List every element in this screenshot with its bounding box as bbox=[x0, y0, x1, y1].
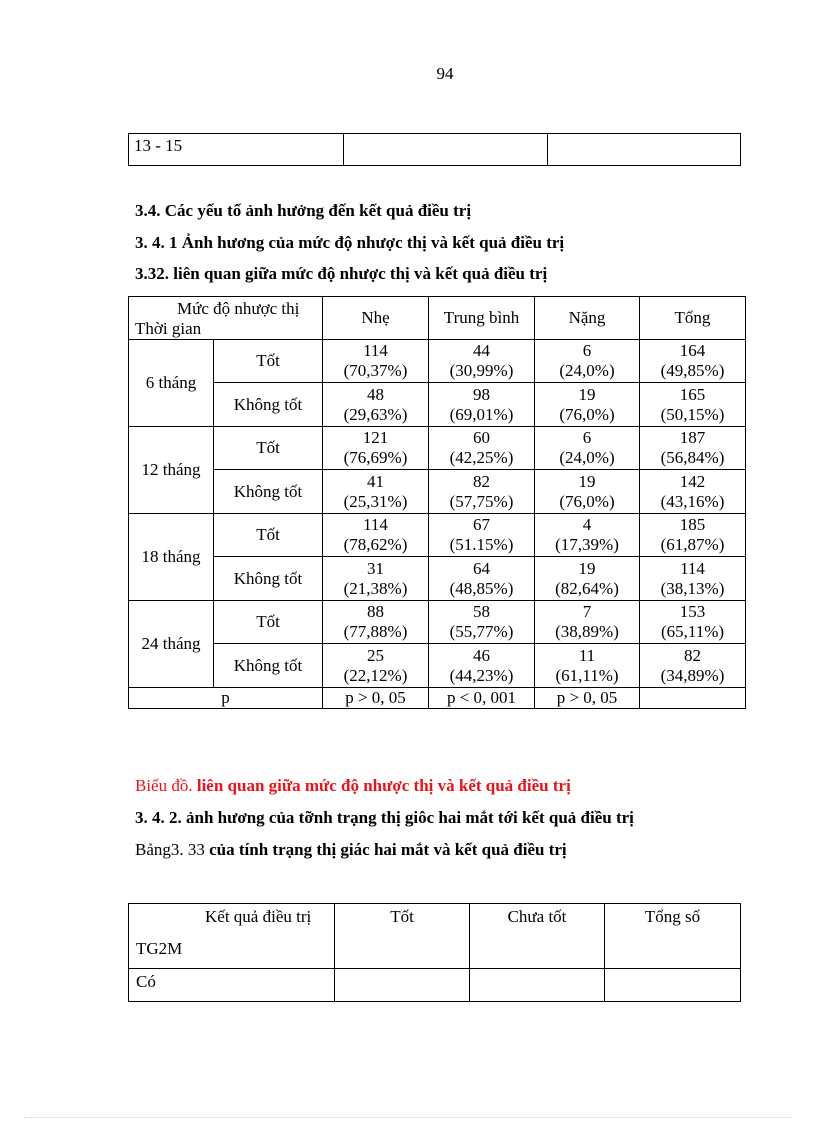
cell-count: 82 bbox=[473, 471, 490, 491]
data-cell bbox=[535, 427, 640, 470]
table2-cell bbox=[335, 969, 470, 1002]
data-cell bbox=[429, 601, 535, 644]
data-cell bbox=[429, 383, 535, 427]
table-row bbox=[129, 427, 746, 470]
table-caption-3-33 bbox=[135, 840, 567, 860]
chart-caption-prefix: Biểu đồ. bbox=[135, 776, 193, 795]
page-number: 94 bbox=[436, 64, 454, 83]
period-cell: 24 tháng bbox=[129, 601, 214, 688]
table-row bbox=[129, 383, 746, 427]
cell-count: 19 bbox=[578, 558, 596, 578]
table-caption-3-32: 3.32. liên quan giữa mức độ nhược thị và kết quả điều trị bbox=[135, 264, 548, 283]
cell-count: 114 bbox=[363, 515, 388, 534]
cell-percent: (48,85%) bbox=[449, 578, 514, 598]
cell-percent: (76,0%) bbox=[559, 404, 615, 424]
top-table-fragment bbox=[128, 133, 741, 166]
cell-percent: (82,64%) bbox=[555, 578, 619, 598]
p-row-label: p bbox=[129, 688, 323, 709]
data-cell bbox=[323, 601, 429, 644]
period-cell: 18 tháng bbox=[129, 514, 214, 601]
cell-count: 114 bbox=[363, 341, 388, 360]
binocular-vision-table bbox=[128, 903, 741, 1002]
cell-count: 31 bbox=[367, 558, 384, 578]
cell-percent: (34,89%) bbox=[660, 665, 725, 685]
cell-count: 4 bbox=[582, 515, 592, 534]
cell-percent: (57,75%) bbox=[449, 491, 514, 511]
data-cell bbox=[640, 383, 746, 427]
data-cell bbox=[429, 470, 535, 514]
cell-percent: (50,15%) bbox=[660, 404, 725, 424]
data-cell bbox=[429, 427, 535, 470]
table2-caption-prefix: Bảng3. 33 bbox=[135, 840, 210, 859]
chart-caption bbox=[135, 776, 571, 796]
p-value bbox=[640, 688, 746, 709]
data-cell bbox=[640, 470, 746, 514]
cell-count: 82 bbox=[684, 645, 701, 665]
cell-percent: (69,01%) bbox=[449, 404, 514, 424]
data-cell bbox=[535, 644, 640, 688]
data-cell bbox=[323, 514, 429, 557]
data-cell bbox=[640, 644, 746, 688]
cell-count: 11 bbox=[578, 645, 596, 665]
period-cell: 12 tháng bbox=[129, 427, 214, 514]
amblyopia-results-table bbox=[128, 296, 746, 709]
cell-count: 25 bbox=[367, 645, 384, 665]
outcome-label: Không tốt bbox=[214, 557, 323, 601]
cell-count: 64 bbox=[473, 558, 490, 578]
page-bottom-divider bbox=[24, 1117, 792, 1118]
table-body bbox=[129, 340, 746, 688]
data-cell bbox=[429, 557, 535, 601]
cell-percent: (38,89%) bbox=[555, 622, 619, 641]
cell-count: 7 bbox=[582, 602, 592, 621]
section-heading-3-4: 3.4. Các yếu tố ảnh hưởng đến kết quả điều trị bbox=[135, 201, 472, 220]
data-cell bbox=[323, 340, 429, 383]
cell-percent: (51.15%) bbox=[449, 535, 514, 554]
cell-count: 187 bbox=[679, 428, 706, 447]
cell-count: 185 bbox=[679, 515, 706, 534]
column-header: Nhẹ bbox=[323, 297, 429, 340]
cell-count: 19 bbox=[578, 471, 596, 491]
cell-percent: (56,84%) bbox=[660, 448, 725, 467]
table2-corner-header bbox=[129, 904, 335, 969]
table-row bbox=[129, 644, 746, 688]
cell-percent: (76,0%) bbox=[559, 491, 615, 511]
p-value: p < 0, 001 bbox=[429, 688, 535, 709]
table2-cell bbox=[605, 969, 741, 1002]
data-cell bbox=[535, 340, 640, 383]
cell-percent: (44,23%) bbox=[449, 665, 514, 685]
cell-count: 67 bbox=[473, 515, 490, 534]
table2-corner-bottom: TG2M bbox=[136, 939, 183, 958]
cell-percent: (25,31%) bbox=[343, 491, 408, 511]
cell-percent: (78,62%) bbox=[343, 535, 408, 554]
cell-count: 121 bbox=[362, 428, 389, 447]
cell-percent: (29,63%) bbox=[343, 404, 408, 424]
cell-percent: (42,25%) bbox=[449, 448, 514, 467]
table-row bbox=[129, 557, 746, 601]
cell-percent: (21,38%) bbox=[343, 578, 408, 598]
table2-corner-top: Kết quả điều trị bbox=[205, 907, 312, 926]
cell-count: 164 bbox=[679, 341, 706, 360]
cell-count: 114 bbox=[680, 558, 705, 578]
cell-percent: (17,39%) bbox=[555, 535, 619, 554]
data-cell bbox=[535, 601, 640, 644]
data-cell bbox=[640, 427, 746, 470]
cell-count: 88 bbox=[367, 602, 384, 621]
cell-count: 44 bbox=[473, 341, 490, 360]
data-cell bbox=[429, 340, 535, 383]
cell-percent: (77,88%) bbox=[343, 622, 408, 641]
cell-percent: (22,12%) bbox=[343, 665, 408, 685]
outcome-label: Tốt bbox=[214, 601, 323, 644]
data-cell bbox=[429, 514, 535, 557]
cell-percent: (65,11%) bbox=[660, 622, 725, 641]
cell-count: 41 bbox=[367, 471, 384, 491]
data-cell bbox=[535, 514, 640, 557]
table2-row-label: Có bbox=[129, 969, 335, 1002]
column-header: Tổng bbox=[640, 297, 746, 340]
top-table-cell: 13 - 15 bbox=[129, 134, 344, 166]
outcome-label: Không tốt bbox=[214, 383, 323, 427]
cell-count: 58 bbox=[473, 602, 490, 621]
period-cell: 6 tháng bbox=[129, 340, 214, 427]
cell-count: 19 bbox=[578, 384, 596, 404]
cell-count: 46 bbox=[473, 645, 490, 665]
data-cell bbox=[640, 340, 746, 383]
outcome-label: Tốt bbox=[214, 514, 323, 557]
cell-count: 142 bbox=[679, 471, 706, 491]
data-cell bbox=[323, 427, 429, 470]
section-heading-3-4-2: 3. 4. 2. ảnh hương của tỡnh trạng thị giôc hai mắt tới kết quả điều trị bbox=[135, 808, 634, 827]
table2-cell bbox=[470, 969, 605, 1002]
data-cell bbox=[429, 644, 535, 688]
data-cell bbox=[640, 557, 746, 601]
cell-percent: (24,0%) bbox=[559, 448, 615, 467]
cell-percent: (49,85%) bbox=[660, 361, 725, 380]
top-table-cell bbox=[548, 134, 741, 166]
table2-column-header: Chưa tốt bbox=[470, 904, 605, 969]
cell-percent: (30,99%) bbox=[449, 361, 514, 380]
corner-bottom-label: Thời gian bbox=[135, 319, 202, 338]
outcome-label: Không tốt bbox=[214, 644, 323, 688]
corner-top-label: Mức độ nhược thị bbox=[177, 299, 300, 318]
data-cell bbox=[535, 383, 640, 427]
cell-count: 98 bbox=[473, 384, 490, 404]
column-header: Nặng bbox=[535, 297, 640, 340]
cell-percent: (38,13%) bbox=[660, 578, 725, 598]
cell-percent: (55,77%) bbox=[449, 622, 514, 641]
data-cell bbox=[323, 557, 429, 601]
outcome-label: Tốt bbox=[214, 427, 323, 470]
outcome-label: Không tốt bbox=[214, 470, 323, 514]
chart-caption-text: liên quan giữa mức độ nhược thị và kết quả điều trị bbox=[192, 776, 571, 795]
top-table-cell bbox=[344, 134, 548, 166]
data-cell bbox=[535, 470, 640, 514]
cell-count: 48 bbox=[367, 384, 384, 404]
p-value: p > 0, 05 bbox=[323, 688, 429, 709]
table2-caption-text: của tính trạng thị giác hai mắt và kết quả điều trị bbox=[209, 840, 567, 859]
cell-percent: (70,37%) bbox=[343, 361, 408, 380]
table2-column-header: Tổng số bbox=[605, 904, 741, 969]
data-cell bbox=[323, 383, 429, 427]
section-heading-3-4-1: 3. 4. 1 Ảnh hương của mức độ nhược thị và kết quả điều trị bbox=[135, 233, 565, 252]
cell-percent: (24,0%) bbox=[559, 361, 615, 380]
data-cell bbox=[535, 557, 640, 601]
table-row bbox=[129, 470, 746, 514]
cell-percent: (76,69%) bbox=[343, 448, 408, 467]
data-cell bbox=[323, 470, 429, 514]
cell-percent: (43,16%) bbox=[660, 491, 725, 511]
table-row bbox=[129, 514, 746, 557]
table-row bbox=[129, 340, 746, 383]
cell-count: 60 bbox=[473, 428, 490, 447]
cell-count: 6 bbox=[582, 428, 592, 447]
outcome-label: Tốt bbox=[214, 340, 323, 383]
table-corner-header bbox=[129, 297, 323, 340]
data-cell bbox=[640, 601, 746, 644]
table2-column-header: Tốt bbox=[335, 904, 470, 969]
cell-count: 6 bbox=[582, 341, 592, 360]
cell-count: 165 bbox=[679, 384, 706, 404]
column-header: Trung bình bbox=[429, 297, 535, 340]
data-cell bbox=[323, 644, 429, 688]
data-cell bbox=[640, 514, 746, 557]
table-row bbox=[129, 601, 746, 644]
p-value: p > 0, 05 bbox=[535, 688, 640, 709]
cell-count: 153 bbox=[679, 602, 706, 621]
cell-percent: (61,87%) bbox=[660, 535, 725, 554]
cell-percent: (61,11%) bbox=[555, 665, 619, 685]
